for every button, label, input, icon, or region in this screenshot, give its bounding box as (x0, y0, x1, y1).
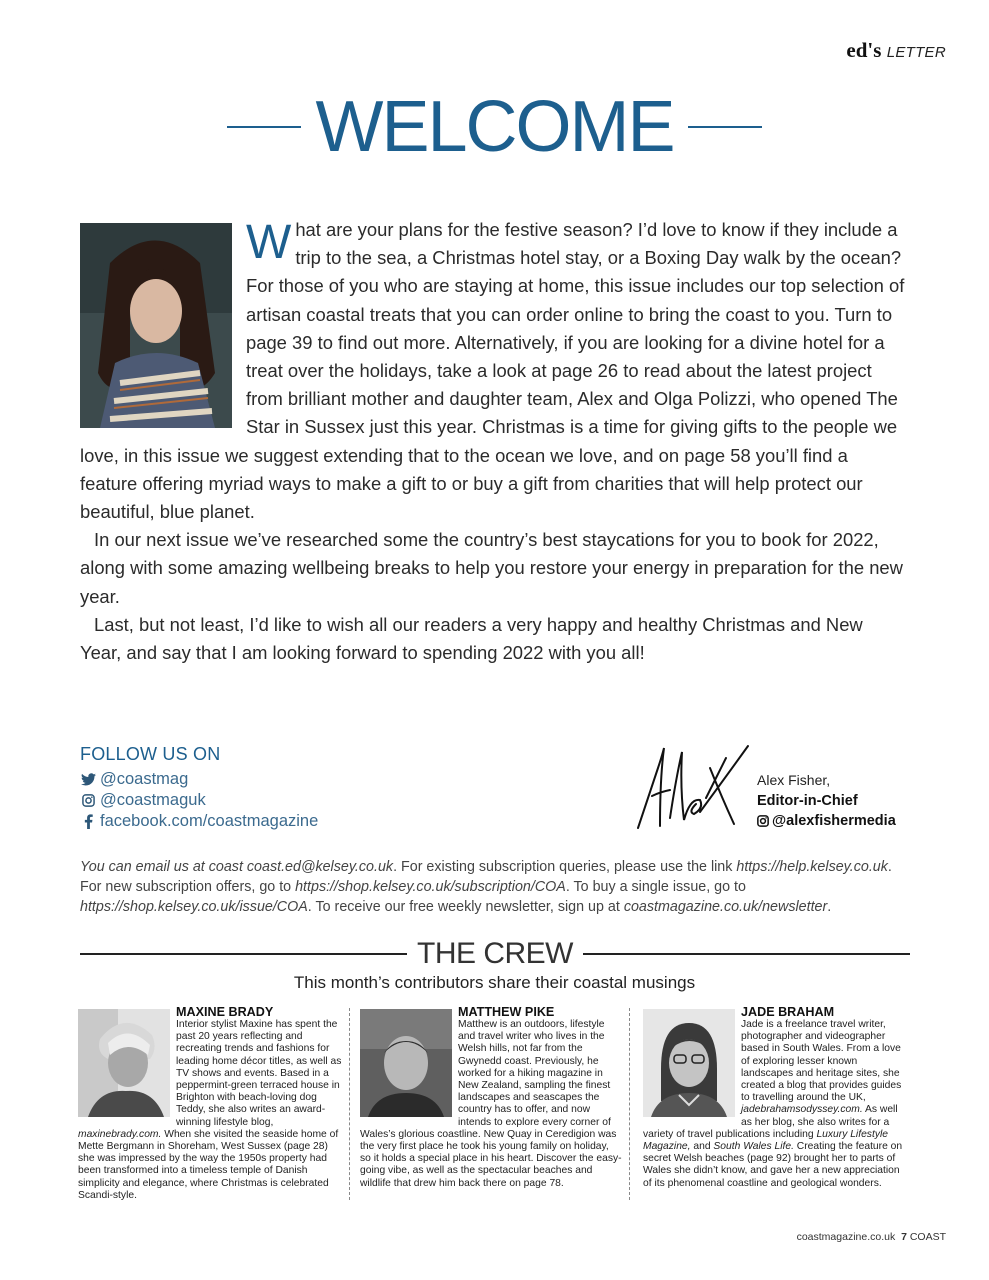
follow-us-title: FOLLOW US ON (80, 744, 221, 764)
contributor-blog-link[interactable]: jadebrahamsodyssey.com. (741, 1104, 863, 1116)
editor-role: Editor-in-Chief (757, 793, 858, 809)
newsletter-link[interactable]: coastmagazine.co.uk/newsletter (623, 899, 828, 915)
editor-name: Alex Fisher, (757, 772, 831, 788)
single-issue-link[interactable]: https://shop.kelsey.co.uk/issue/COA (80, 899, 308, 915)
portrait-spacer (80, 216, 246, 432)
crew-rule-right (583, 953, 910, 955)
instagram-icon (80, 794, 96, 807)
crew-member (643, 1005, 905, 1190)
crew-heading (80, 936, 910, 972)
editor-signature (630, 738, 750, 834)
twitter-link[interactable] (80, 770, 188, 789)
crew-member (78, 1005, 342, 1202)
twitter-icon (80, 773, 96, 786)
contributor-name: JADE BRAHAM (741, 1005, 835, 1019)
section-tag (846, 38, 946, 63)
welcome-rule-left (227, 126, 301, 128)
contributor-bio: Creating the feature on secret Welsh beaches (page 92) brought her to parts of Wales she didn’t know, and gave her a new appreciation of its phenomenal coastline and geological wonders. (643, 1141, 903, 1189)
contact-info (80, 857, 910, 917)
page-title: WELCOME (315, 87, 674, 167)
contact-email[interactable]: You can email us at coast coast.ed@kelsey.co.uk (80, 859, 394, 875)
crew-subtitle: This month’s contributors share their coastal musings (293, 973, 696, 992)
letter-paragraph-1-text: hat are your plans for the festive season? I’d love to know if they include a trip to the sea, a Christmas hotel stay, or a Boxing Day walk by the ocean? For those of you who are staying at home, this issue includes our top selection of artisan coastal treats that you can order online to bring the coast to you. Turn to page 39 to find out more. Alternatively, if you are looking for a divine hotel for a treat over the holidays, take a look at page 26 to read about the latest project from brilliant mother and daughter team, Alex and Olga Polizzi, who opened The Star in Sussex just this year. Christmas is a time for giving gifts to the people we love, in this issue we suggest extending that to the ocean we love, and on page 58 you’ll find a feature offering myriad ways to make a gift to or buy a gift from charities that will help protect our beautiful, blue planet. (80, 219, 905, 523)
letter-paragraph-3: Last, but not least, I’d like to wish all our readers a very happy and healthy Christmas and New Year, and say that I am looking forward to spending 2022 with you all! (80, 613, 863, 664)
crew-rule-left (80, 953, 407, 955)
editor-instagram-handle: @alexfishermedia (772, 813, 896, 829)
publication-name: South Wales Life. (713, 1141, 794, 1153)
contributor-blog-link[interactable]: maxinebrady.com. (78, 1128, 162, 1140)
footer-brand: COAST (909, 1231, 946, 1243)
instagram-icon (757, 815, 769, 827)
instagram-link[interactable] (80, 791, 206, 810)
contributor-bio: As well as her blog, she also writes for a variety of travel publications including (643, 1104, 898, 1140)
editor-instagram-link[interactable] (757, 813, 896, 829)
contributor-photo (78, 1009, 170, 1117)
footer-site: coastmagazine.co.uk (796, 1231, 896, 1243)
crew-member (360, 1005, 622, 1190)
column-divider (629, 1008, 630, 1200)
letter-paragraph-2: In our next issue we’ve researched some the country’s best staycations for you to book for 2022, along with some amazing wellbeing breaks to help you restore your energy in preparation for the new year. (80, 529, 903, 607)
contributor-bio: When she visited the seaside home of Mette Bergmann in Shoreham, West Sussex (page 28) she was impressed by the way the 1950s property had been transformed into a timeless temple of Danish simplicity and elegance, where Christmas is celebrated Scandi-style. (78, 1128, 339, 1201)
instagram-handle: @coastmaguk (100, 791, 206, 809)
facebook-icon (80, 814, 96, 829)
facebook-link[interactable] (80, 812, 318, 831)
welcome-heading (0, 82, 989, 172)
column-divider (349, 1008, 350, 1200)
contact-text: . (827, 899, 832, 915)
help-link[interactable]: https://help.kelsey.co.uk (736, 859, 888, 875)
contact-text: . For new subscription offers, go to (80, 859, 892, 895)
contributor-bio: Jade is a freelance travel writer, photographer and videographer based in South Wales. From a love of exploring lesser known landscapes and heritage sites, she created a blog that provides guides to travelling around the UK, (741, 1019, 902, 1104)
subscription-link[interactable]: https://shop.kelsey.co.uk/subscription/COA (295, 879, 566, 895)
section-tag-sub: LETTER (886, 44, 946, 61)
contact-text: . To buy a single issue, go to (565, 879, 746, 895)
page-number: 7 (901, 1231, 907, 1243)
welcome-rule-right (688, 126, 762, 128)
contact-text: . For existing subscription queries, please use the link (393, 859, 737, 875)
section-tag-main: ed's (846, 38, 882, 62)
twitter-handle: @coastmag (100, 770, 189, 788)
contributor-photo (643, 1009, 735, 1117)
publication-name: Luxury Lifestyle Magazine, (643, 1128, 888, 1153)
facebook-handle: facebook.com/coastmagazine (100, 812, 319, 830)
editor-letter (80, 216, 906, 667)
contributor-bio: Matthew is an outdoors, lifestyle and travel writer who lives in the Welsh hills, not far from the Gwynedd coast. Previously, he worked for a hiking magazine in New Zealand, sampling the finest landscapes and seascapes the country has to offer, and now intends to explore every corner of Wales’s glorious coastline. New Quay in Ceredigion was the very first place he took his young family on holiday, so it holds a special place in his heart. Discover the easy-going vibe, as well as the spectacular beaches and wildlife that drew him back there on page 78. (360, 1019, 622, 1189)
contributor-name: MATTHEW PIKE (458, 1005, 555, 1019)
contributor-photo (360, 1009, 452, 1117)
crew-title: THE CREW (417, 937, 573, 970)
contributor-name: MAXINE BRADY (176, 1005, 274, 1019)
contributor-bio: Interior stylist Maxine has spent the past 20 years reflecting and recreating trends and fashions for leading home décor titles, as well as TV shows and events. Based in a peppermint-green terraced house in Brighton with beach-loving dog Teddy, she also writes an award-winning lifestyle blog, (176, 1019, 342, 1128)
drop-cap: W (246, 216, 292, 269)
contributor-bio: and (690, 1141, 714, 1153)
page-footer (797, 1231, 946, 1243)
contact-text: . To receive our free weekly newsletter, sign up at (307, 899, 624, 915)
